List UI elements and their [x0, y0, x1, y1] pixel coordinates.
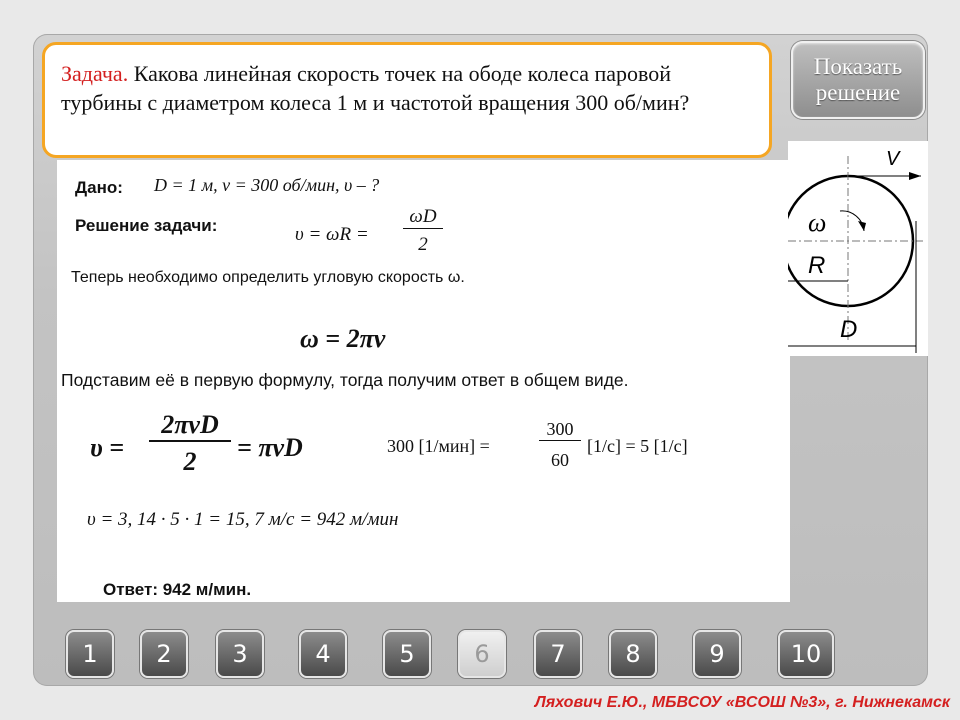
answer: Ответ: 942 м/мин.	[103, 580, 252, 599]
wheel-diagram	[788, 141, 928, 356]
formula2-numerator: 2πνD	[149, 410, 231, 442]
nav-button-6[interactable]: 6	[458, 630, 506, 678]
show-solution-label-line1: Показать	[813, 54, 903, 79]
show-solution-button[interactable]	[791, 41, 925, 119]
conversion-denominator: 60	[551, 450, 569, 470]
solution-panel	[57, 160, 790, 602]
calculation: υ = 3, 14 · 5 · 1 = 15, 7 м/с = 942 м/мин	[87, 509, 399, 530]
formula2-left: υ =	[90, 433, 125, 462]
velocity-arrow	[909, 172, 921, 180]
formula1-denominator: 2	[418, 234, 428, 255]
formula2-right: = πνD	[237, 433, 303, 462]
task-label: Задача.	[61, 61, 129, 86]
wheel-svg	[788, 141, 928, 356]
formula1-numerator: ωD	[403, 206, 443, 229]
conversion-left: 300 [1/мин] =	[387, 436, 490, 456]
task-text: Какова линейная скорость точек на ободе колеса паровой турбины с диаметром колеса 1 м и частотой вращения 300 об/мин?	[61, 61, 690, 115]
footer-credit: Ляхович Е.Ю., МБВСОУ «ВСОШ №3», г. Нижнекамск	[534, 694, 950, 711]
nav-button-5[interactable]: 5	[383, 630, 431, 678]
conversion-numerator: 300	[539, 419, 581, 441]
omega-formula: ω = 2πν	[300, 324, 386, 353]
task-box	[42, 42, 772, 158]
nav-button-7[interactable]: 7	[534, 630, 582, 678]
label-r: R	[808, 252, 826, 279]
nav-button-2[interactable]: 2	[140, 630, 188, 678]
text-substitute: Подставим её в первую формулу, тогда получим ответ в общем виде.	[61, 370, 629, 390]
nav-button-1[interactable]: 1	[66, 630, 114, 678]
nav-button-9[interactable]: 9	[693, 630, 741, 678]
label-d: D	[840, 316, 858, 343]
show-solution-label-line2: решение	[815, 80, 901, 105]
label-v: V	[886, 148, 900, 170]
given-formula: D = 1 м, ν = 300 об/мин, υ – ?	[154, 175, 380, 195]
nav-button-8[interactable]: 8	[609, 630, 657, 678]
rotation-arrow	[858, 221, 866, 231]
solve-label: Решение задачи:	[75, 216, 218, 235]
formula1-left: υ = ωR =	[295, 224, 369, 245]
nav-button-4[interactable]: 4	[299, 630, 347, 678]
nav-button-3[interactable]: 3	[216, 630, 264, 678]
label-omega: ω	[808, 208, 827, 237]
conversion-right: [1/c] = 5 [1/c]	[587, 436, 688, 456]
given-label: Дано:	[75, 178, 123, 197]
nav-button-10[interactable]: 10	[778, 630, 834, 678]
formula2-denominator: 2	[183, 447, 197, 476]
rotation-arc	[840, 211, 864, 231]
text-angular-velocity: Теперь необходимо определить угловую скорость ω.	[71, 269, 465, 286]
